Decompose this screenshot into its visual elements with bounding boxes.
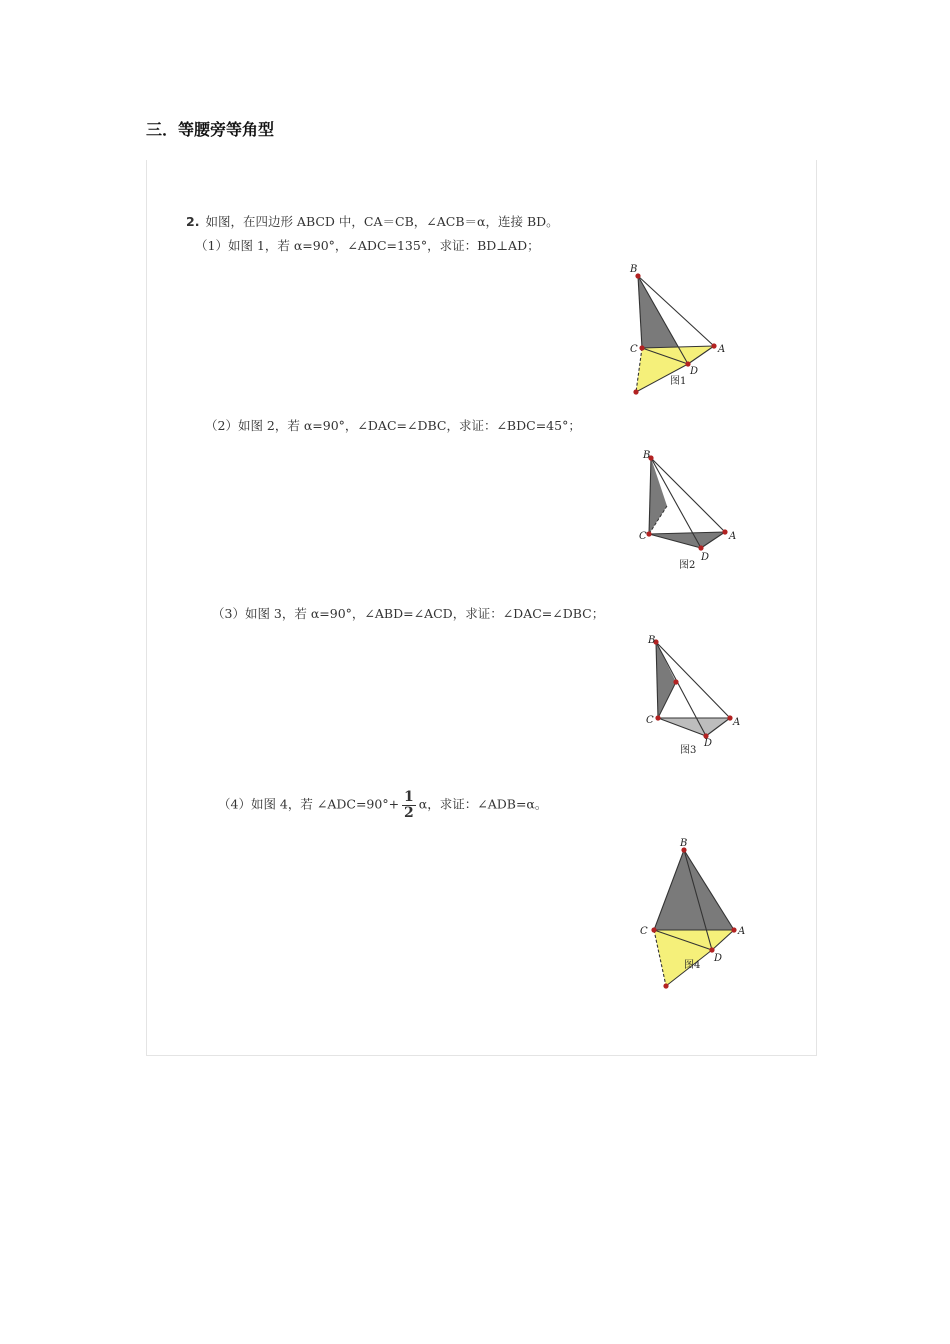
- figure-1-caption: 图1: [670, 376, 687, 387]
- fraction-one-half: [402, 790, 416, 820]
- figure-1-label-a: A: [718, 344, 726, 355]
- figure-4-label-a: A: [738, 926, 746, 937]
- figure-1-label-d: D: [690, 366, 699, 377]
- figure-3: [640, 632, 750, 757]
- figure-4-point-lower: [663, 983, 668, 988]
- figure-4: [632, 840, 752, 995]
- figure-3-point-a: [727, 715, 732, 720]
- figure-4-label-d: D: [714, 953, 723, 964]
- figure-3-point-c: [655, 715, 660, 720]
- part-4-prefix: （4）如图 4，若 ∠ADC=90°+: [218, 796, 400, 812]
- part-4-suffix: α，求证：∠ADB=α。: [418, 796, 548, 812]
- figure-2-label-d: D: [701, 552, 710, 563]
- figure-1-label-b: B: [630, 264, 638, 275]
- figure-2-label-a: A: [729, 531, 737, 542]
- figure-1-label-c: C: [630, 344, 638, 355]
- part-1-text: （1）如图 1，若 α=90°，∠ADC=135°，求证：BD⊥AD；: [195, 238, 540, 253]
- figure-3-point-inner: [673, 679, 678, 684]
- figure-3-label-b: B: [648, 635, 656, 646]
- figure-1: [620, 262, 730, 402]
- figure-1-point-lower: [633, 389, 638, 394]
- figure-4-label-c: C: [640, 926, 648, 937]
- fraction-denominator: 2: [404, 804, 414, 821]
- figure-4-label-b: B: [680, 838, 688, 849]
- part-3-text: （3）如图 3，若 α=90°，∠ABD=∠ACD，求证：∠DAC=∠DBC；: [212, 606, 605, 621]
- figure-2-point-a: [722, 529, 727, 534]
- figure-3-triangle-bcd-shade: [656, 642, 676, 718]
- figure-3-label-c: C: [646, 715, 654, 726]
- figure-2-point-d: [698, 545, 703, 550]
- figure-4-point-c: [651, 927, 656, 932]
- figure-1-point-c: [639, 345, 644, 350]
- figure-4-point-d: [709, 947, 714, 952]
- section-heading: 三．等腰旁等角型: [146, 120, 275, 139]
- figure-1-point-a: [711, 343, 716, 348]
- figure-3-label-a: A: [733, 717, 741, 728]
- figure-2-caption: 图2: [679, 560, 696, 571]
- problem-statement-text: 如图，在四边形 ABCD 中，CA＝CB，∠ACB＝α，连接 BD。: [205, 214, 559, 229]
- figure-2: [635, 448, 745, 573]
- figure-4-point-a: [731, 927, 736, 932]
- figure-2-triangle-bcd-shade: [649, 458, 667, 534]
- fraction-numerator: 1: [404, 789, 414, 805]
- problem-statement: [186, 212, 559, 230]
- figure-3-label-d: D: [704, 738, 713, 749]
- figure-2-point-c: [646, 531, 651, 536]
- figure-3-triangle-cad-shade: [658, 718, 730, 736]
- figure-3-caption: 图3: [680, 745, 697, 756]
- figure-2-label-c: C: [639, 531, 647, 542]
- problem-number: 2.: [186, 214, 200, 229]
- part-4-text: [218, 790, 547, 820]
- part-2-text: （2）如图 2，若 α=90°，∠DAC=∠DBC，求证：∠BDC=45°；: [205, 418, 581, 433]
- figure-4-caption: 图4: [684, 960, 701, 971]
- figure-2-label-b: B: [643, 450, 651, 461]
